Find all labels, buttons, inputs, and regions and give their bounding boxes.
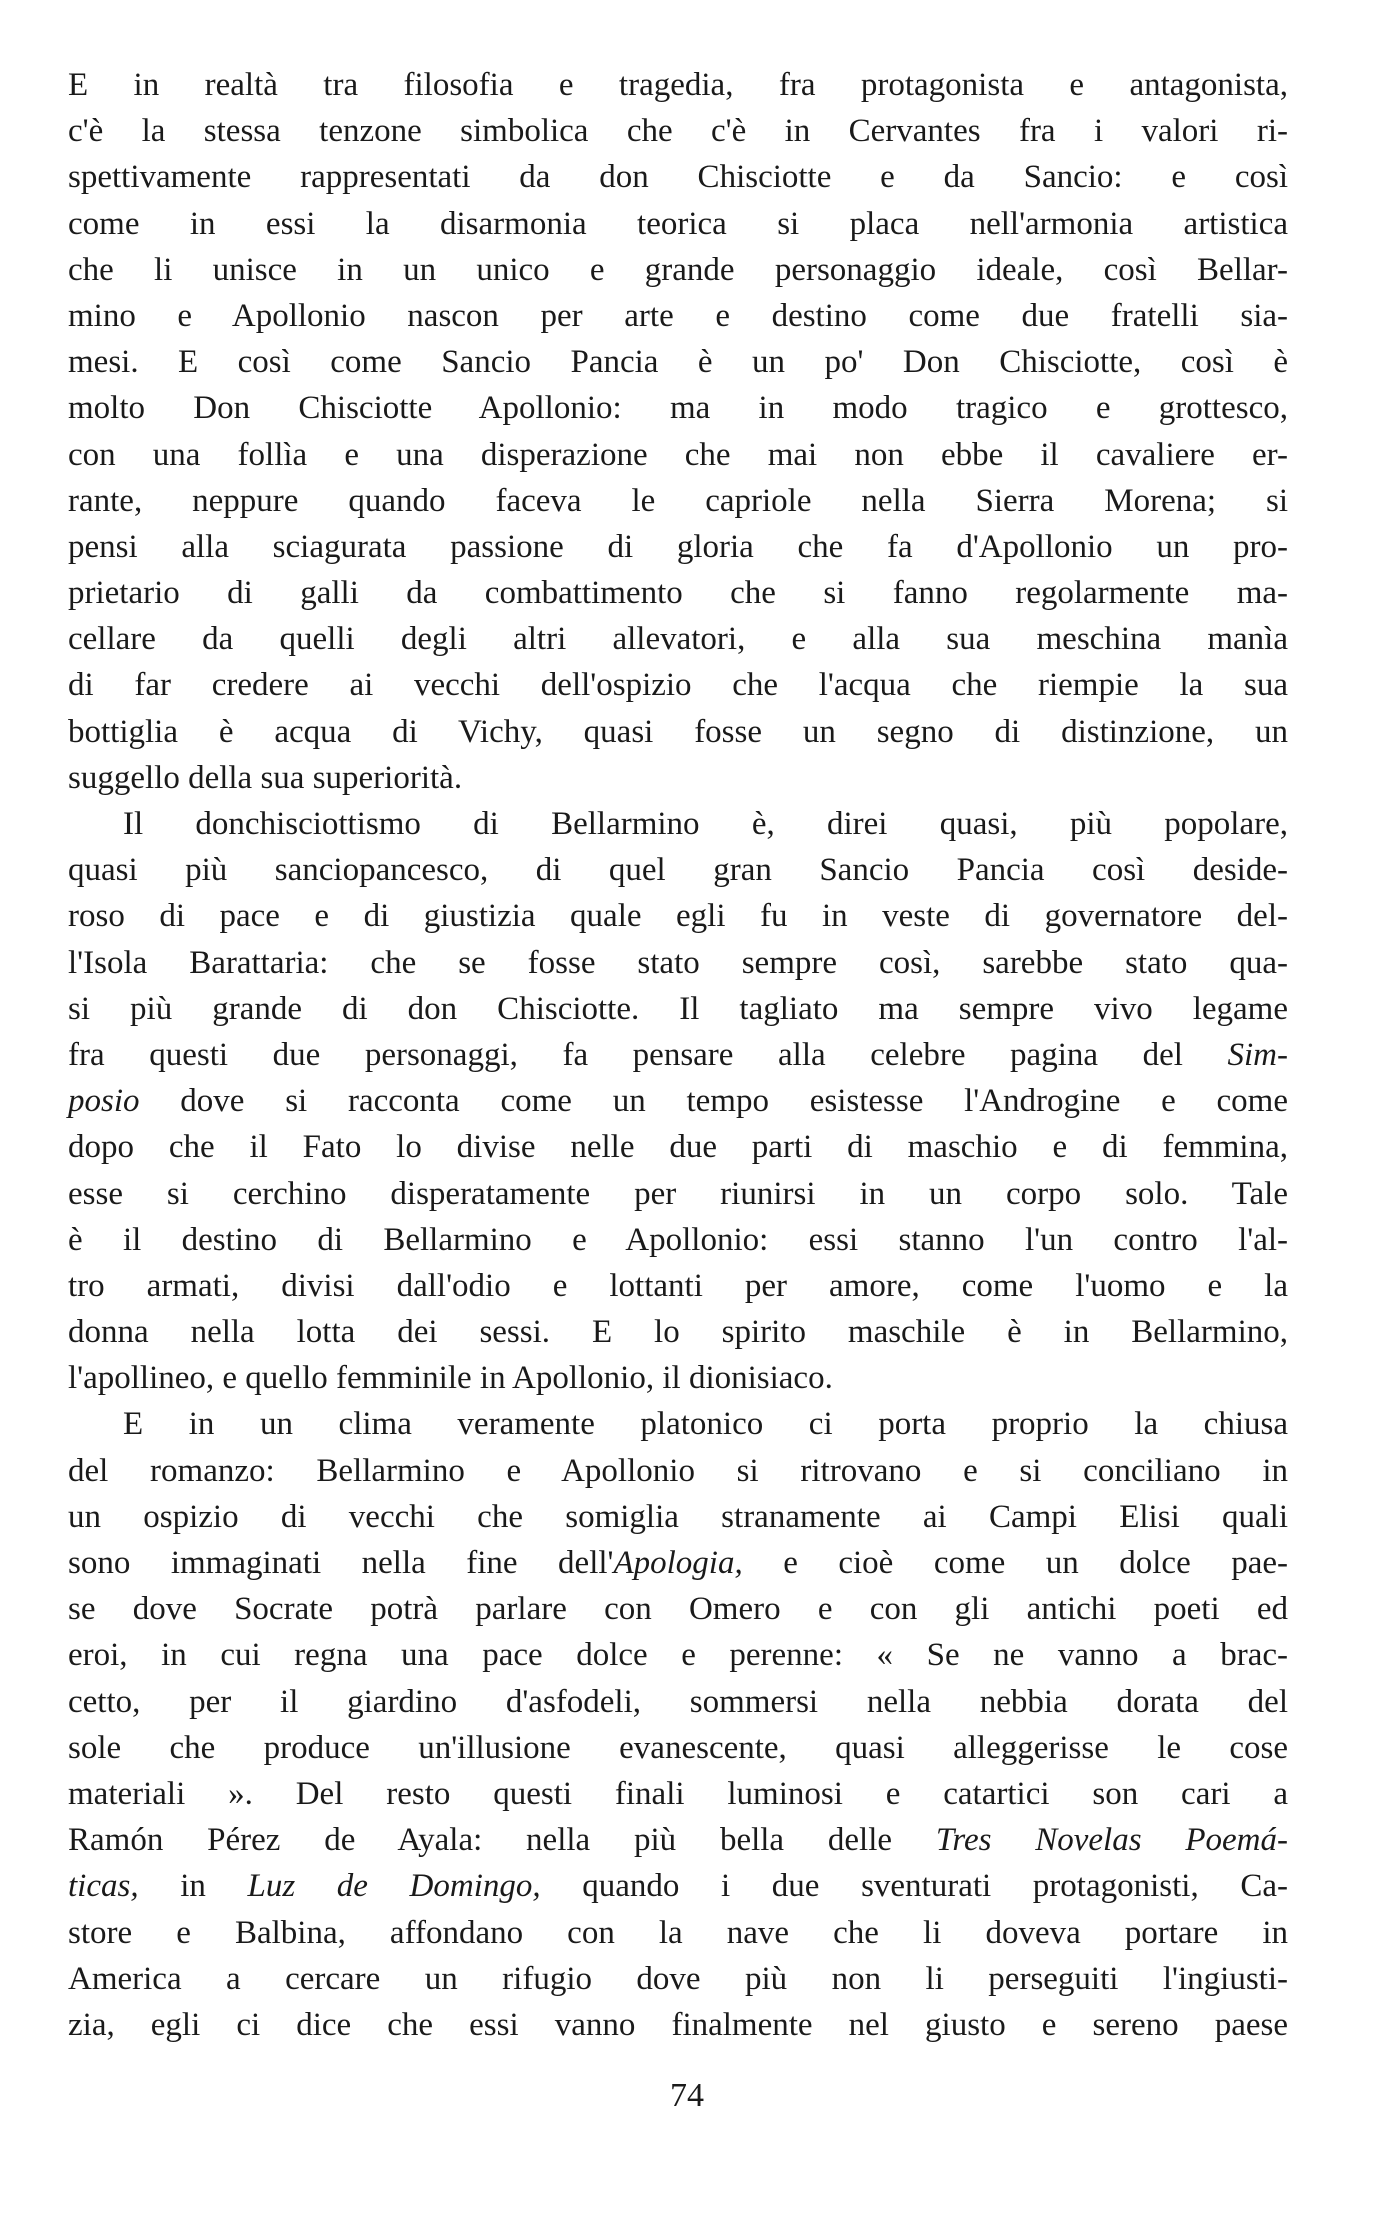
text-segment: che li unisce in un unico e grande personaggio ideale, così Bellar- [68,251,1288,288]
text-segment: spettivamente rappresentati da don Chisciotte e da Sancio: e così [68,159,1288,196]
text-line [68,1725,1288,1771]
text-segment: E in un clima veramente platonico ci porta proprio la chiusa [123,1406,1288,1443]
italic-text: Luz de Domingo, [247,1868,541,1905]
text-segment: zia, egli ci dice che essi vanno finalmente nel giusto e sereno paese [68,2006,1288,2043]
text-segment: dopo che il Fato lo divise nelle due parti di maschio e di femmina, [68,1129,1288,1166]
text-segment: sole che produce un'illusione evanescente, quasi alleggerisse le cose [68,1729,1288,1766]
text-segment: l'apollineo, e quello femminile in Apollonio, il dionisiaco. [68,1360,833,1397]
text-segment: di far credere ai vecchi dell'ospizio che l'acqua che riempie la sua [68,667,1288,704]
text-segment: suggello della sua superiorità. [68,759,463,796]
text-segment: un ospizio di vecchi che somiglia stranamente ai Campi Elisi quali [68,1498,1288,1535]
text-line [68,801,1288,847]
text-segment: cetto, per il giardino d'asfodeli, sommersi nella nebbia dorata del [68,1683,1288,1720]
text-line [68,1171,1288,1217]
text-segment: molto Don Chisciotte Apollonio: ma in modo tragico e grottesco, [68,390,1288,427]
text-line [68,385,1288,431]
text-segment: quasi più sanciopancesco, di quel gran Sancio Pancia così deside- [68,852,1288,889]
italic-text: Tres Novelas Poemá- [935,1822,1288,1859]
text-segment: roso di pace e di giustizia quale egli fu in veste di governatore del- [68,898,1288,935]
text-segment: E in realtà tra filosofia e tragedia, fra protagonista e antagonista, [68,67,1288,103]
text-segment: dove si racconta come un tempo esistesse l'Androgine e come [139,1083,1288,1120]
text-line [68,201,1288,247]
text-line [68,847,1288,893]
text-segment: Il donchisciottismo di Bellarmino è, direi quasi, più popolare, [123,806,1288,842]
text-line [68,1494,1288,1540]
text-segment: tro armati, divisi dall'odio e lottanti per amore, come l'uomo e la [68,1267,1288,1304]
text-segment: rante, neppure quando faceva le capriole nella Sierra Morena; si [68,482,1288,519]
text-line [68,247,1288,293]
text-line [68,1817,1288,1863]
text-line [68,893,1288,939]
italic-text: ticas, [68,1868,139,1905]
text-line [68,1401,1288,1447]
text-segment: del romanzo: Bellarmino e Apollonio si ritrovano e si conciliano in [68,1452,1288,1489]
text-line [68,1540,1288,1586]
text-line [68,154,1288,200]
page-number: 74 [670,2077,704,2114]
text-line [68,986,1288,1032]
text-line [68,940,1288,986]
text-segment: con una follìa e una disperazione che mai non ebbe il cavaliere er- [68,436,1288,473]
text-segment: mino e Apollonio nascon per arte e destino come due fratelli sia- [68,297,1288,334]
text-segment: e cioè come un dolce pae- [742,1545,1288,1581]
text-line [68,1032,1288,1078]
text-line [68,755,1288,801]
text-segment: se dove Socrate potrà parlare con Omero e con gli antichi poeti ed [68,1591,1288,1628]
text-line [68,293,1288,339]
text-segment: si più grande di don Chisciotte. Il tagliato ma sempre vivo legame [68,990,1288,1027]
italic-text: Sim- [1227,1036,1288,1073]
body-text [68,62,1288,2048]
text-line [68,1078,1288,1124]
text-segment: in [138,1868,248,1905]
text-line [68,1124,1288,1170]
text-line [68,709,1288,755]
text-line [68,108,1288,154]
text-line [68,616,1288,662]
text-segment: cellare da quelli degli altri allevatori, e alla sua meschina manìa [68,621,1288,658]
text-segment: America a cercare un rifugio dove più non li perseguiti l'ingiusti- [68,1960,1288,1997]
text-line [68,1956,1288,2002]
text-line [68,524,1288,570]
text-line [68,1263,1288,1309]
italic-text: Apologia, [613,1545,743,1581]
text-segment: è il destino di Bellarmino e Apollonio: essi stanno l'un contro l'al- [68,1221,1288,1258]
text-segment: materiali ». Del resto questi finali luminosi e catartici son cari a [68,1775,1288,1812]
text-segment: l'Isola Barattaria: che se fosse stato sempre così, sarebbe stato qua- [68,944,1288,981]
text-line [68,662,1288,708]
text-segment: Ramón Pérez de Ayala: nella più bella delle [68,1822,936,1859]
text-segment: esse si cerchino disperatamente per riunirsi in un corpo solo. Tale [68,1175,1288,1212]
text-line [68,1586,1288,1632]
text-segment: c'è la stessa tenzone simbolica che c'è in Cervantes fra i valori ri- [68,113,1288,150]
text-line [68,1309,1288,1355]
text-segment: bottiglia è acqua di Vichy, quasi fosse un segno di distinzione, un [68,713,1288,750]
text-line [68,1863,1288,1909]
text-segment: sono immaginati nella fine dell' [68,1545,614,1581]
text-segment: mesi. E così come Sancio Pancia è un po' Don Chisciotte, così è [68,344,1288,381]
text-line [68,1632,1288,1678]
text-line [68,1217,1288,1263]
text-line [68,2002,1288,2048]
text-line [68,1771,1288,1817]
text-segment: come in essi la disarmonia teorica si placa nell'armonia artistica [68,205,1288,242]
text-segment: eroi, in cui regna una pace dolce e perenne: « Se ne vanno a brac- [68,1637,1288,1674]
text-line [68,570,1288,616]
text-line [68,62,1288,108]
text-segment: quando i due sventurati protagonisti, Ca- [540,1868,1288,1905]
text-segment: store e Balbina, affondano con la nave che li doveva portare in [68,1914,1288,1951]
text-segment: pensi alla sciagurata passione di gloria che fa d'Apollonio un pro- [68,528,1288,565]
text-segment: donna nella lotta dei sessi. E lo spirito maschile è in Bellarmino, [68,1314,1288,1351]
text-line [68,1355,1288,1401]
text-line [68,1910,1288,1956]
text-segment: prietario di galli da combattimento che si fanno regolarmente ma- [68,575,1288,612]
text-line [68,339,1288,385]
text-line [68,1679,1288,1725]
text-segment: fra questi due personaggi, fa pensare alla celebre pagina del [68,1036,1228,1073]
italic-text: posio [68,1083,140,1120]
text-line [68,478,1288,524]
text-line [68,1448,1288,1494]
text-line [68,432,1288,478]
